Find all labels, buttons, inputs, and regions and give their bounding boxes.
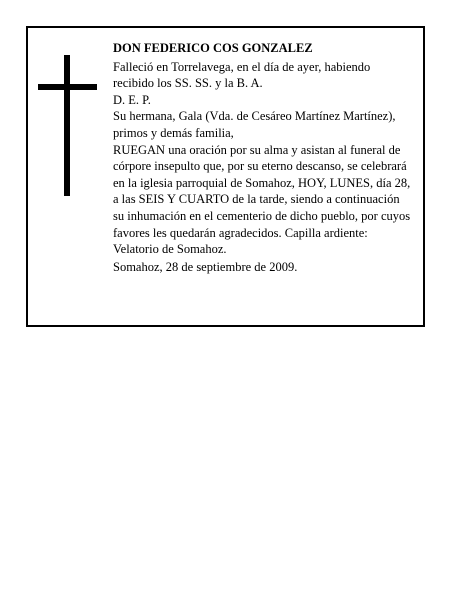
place-and-date: Somahoz, 28 de septiembre de 2009. — [113, 259, 298, 274]
death-statement: Falleció en Torrelavega, en el día de ayer, habiendo recibido los SS. SS. y la B. A. — [113, 59, 371, 91]
cross-horizontal-bar — [38, 84, 97, 90]
funeral-request: RUEGAN una oración por su alma y asistan al funeral de córpore insepulto que, por su eterno descanso, se celebrará en la iglesia parroquial de Somahoz, HOY, LUNES, día 28, a las SEIS Y CUARTO de la tarde, siendo a continuación su inhumación en el cementerio de dicho pueblo, por cuyos favores les quedarán agradecidos. Capilla ardiente: Velatorio de Somahoz. — [113, 142, 411, 257]
mourners-text: Su hermana, Gala (Vda. de Cesáreo Martínez Martínez), primos y demás familia, — [113, 109, 396, 140]
deceased-name: DON FEDERICO COS GONZALEZ — [113, 41, 313, 55]
rip-text: D. E. P. — [113, 92, 151, 107]
cross-vertical-bar — [64, 55, 70, 196]
obituary-text — [113, 40, 413, 275]
